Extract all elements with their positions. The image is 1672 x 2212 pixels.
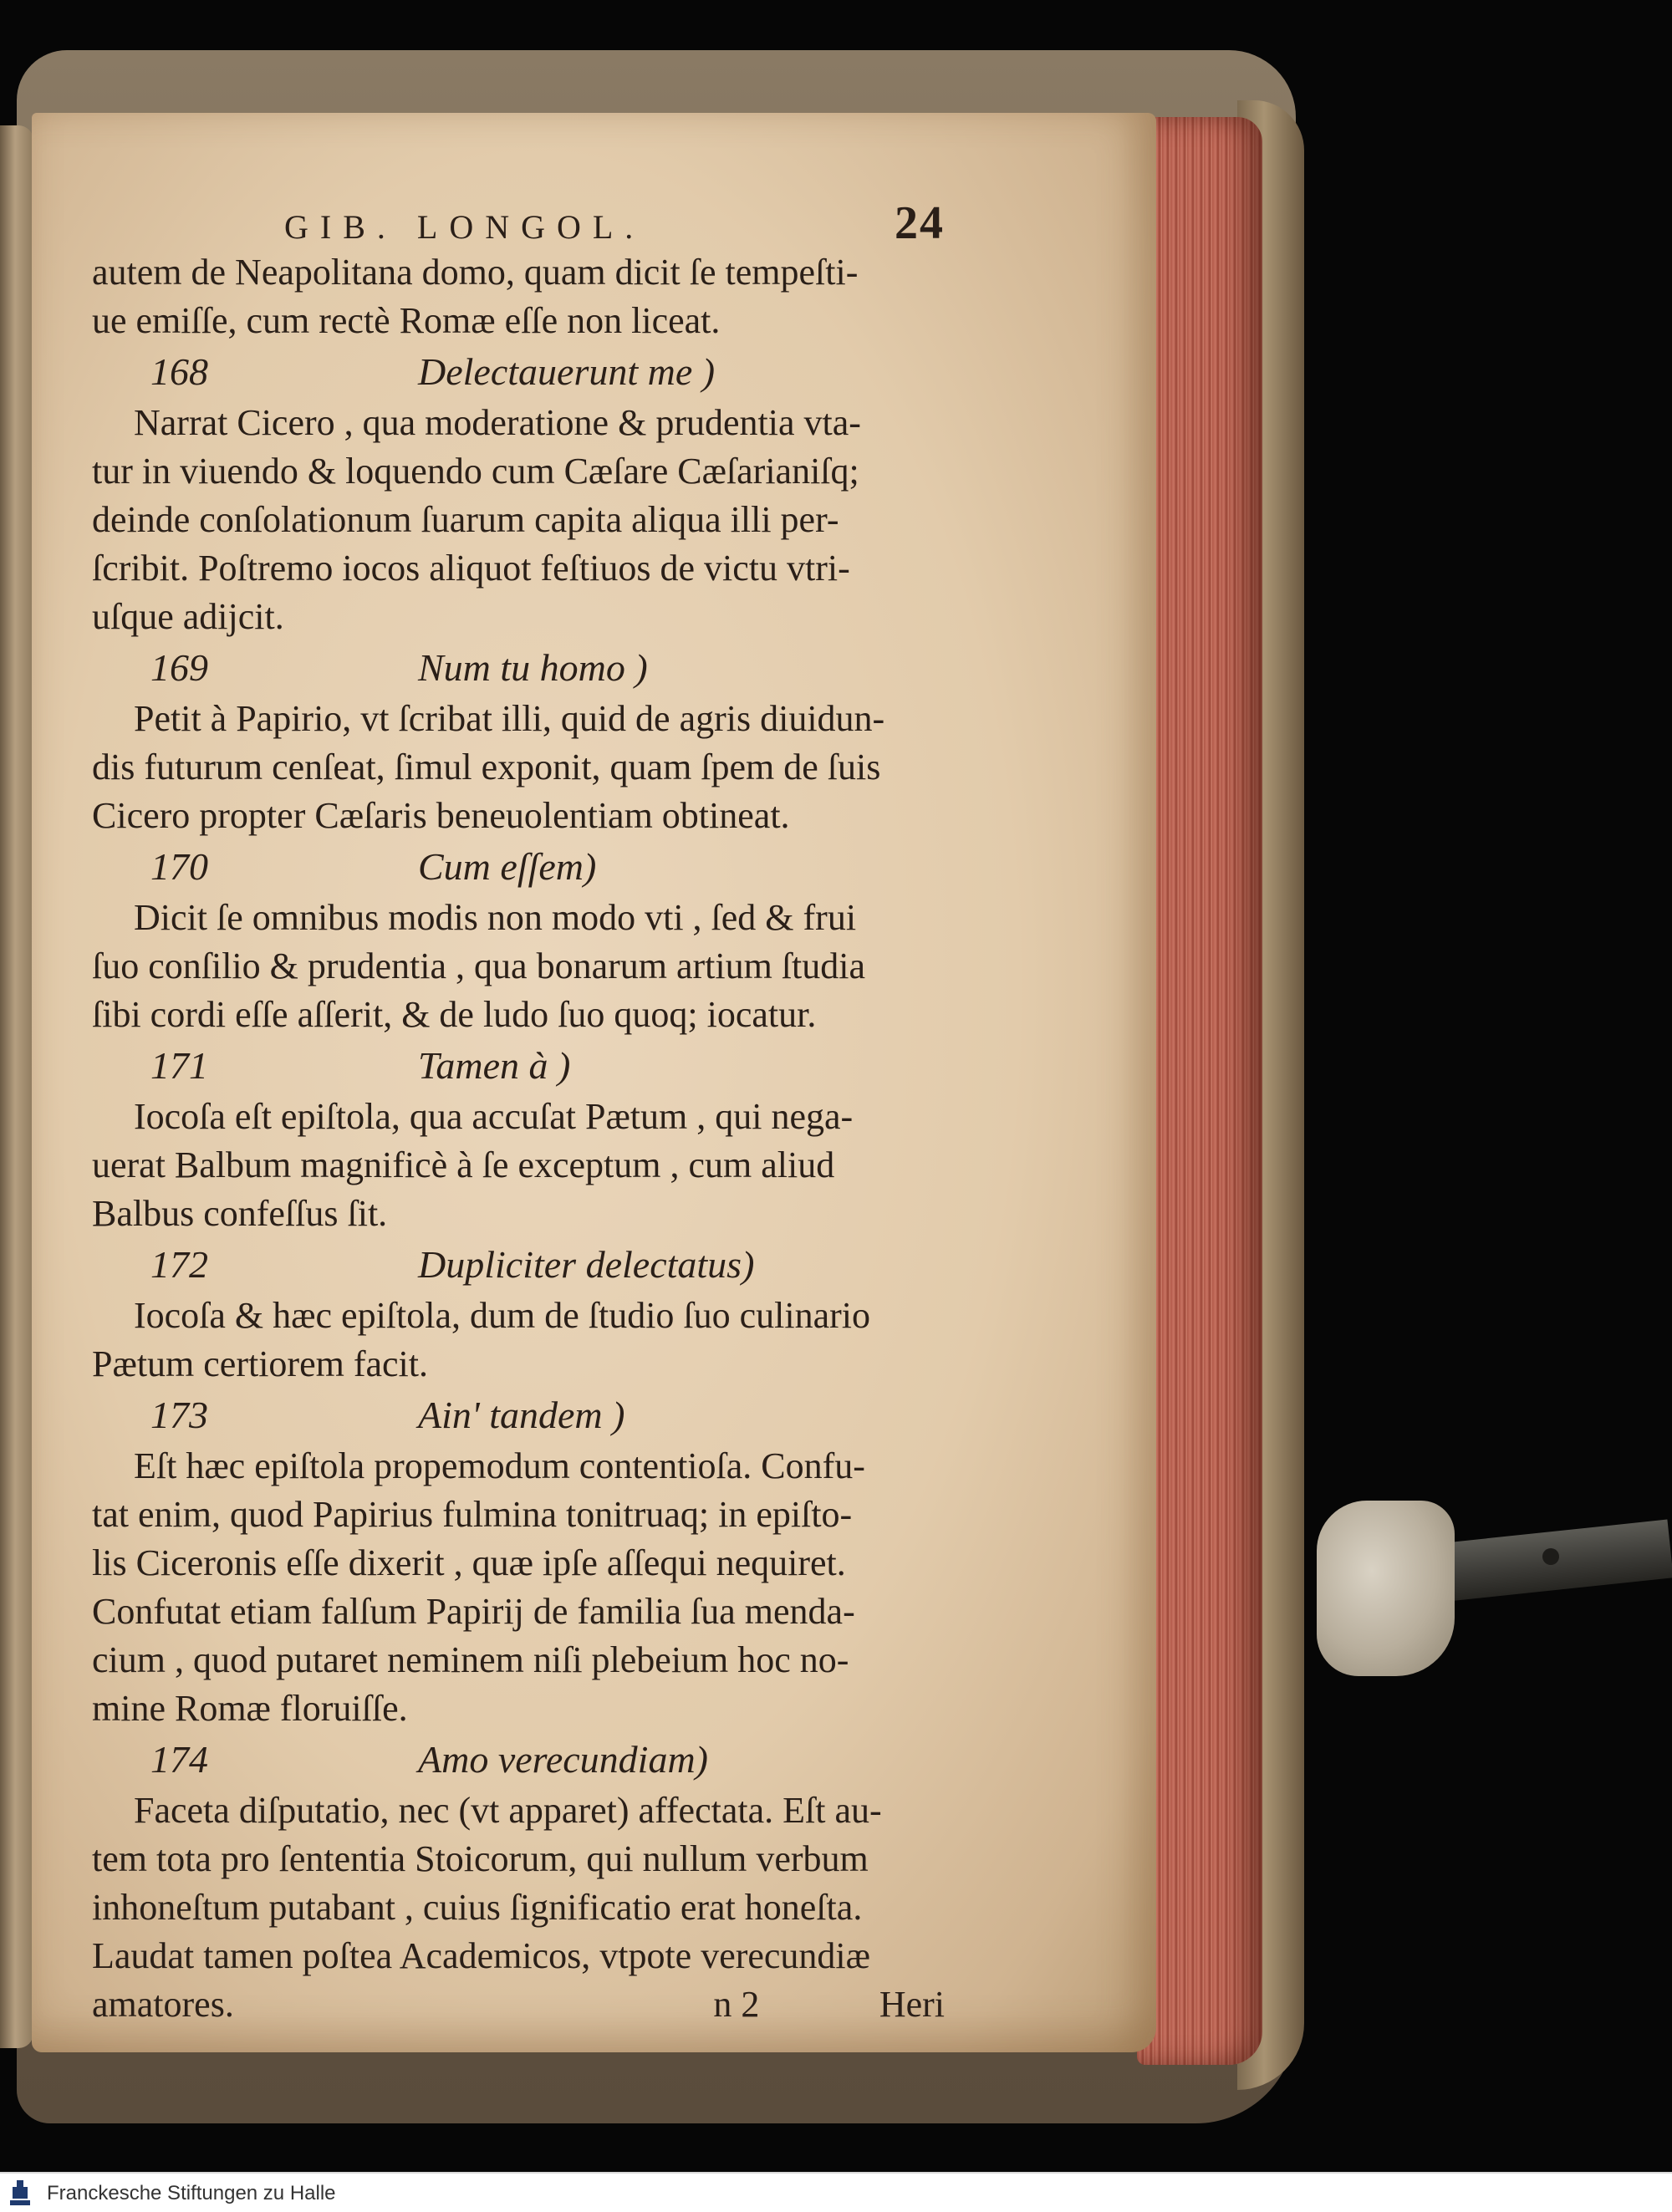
text-line: deinde conſolationum ſuarum capita aliqua illi per- <box>92 499 839 540</box>
text-line: ue emiſſe, cum rectè Romæ eſſe non liceat. <box>92 300 721 341</box>
entry-number: 168 <box>150 350 208 393</box>
text-line: Confutat etiam falſum Papirij de familia ſua menda- <box>92 1591 855 1632</box>
entry-number: 171 <box>150 1044 208 1087</box>
text-line: lis Ciceronis eſſe dixerit , quæ ipſe aſſequi nequiret. <box>92 1542 846 1583</box>
text-line: ſibi cordi eſſe aſſerit, & de ludo ſuo quoq; iocatur. <box>92 994 817 1035</box>
text-line: Iocoſa eſt epiſtola, qua accuſat Pætum , qui nega- <box>134 1096 854 1137</box>
text-line: Balbus confeſſus ſit. <box>92 1193 388 1234</box>
entry-lemma: Amo verecundiam) <box>418 1738 708 1781</box>
page-foot-line <box>92 1980 945 2029</box>
text-line: amatores. <box>92 1984 234 2025</box>
entry-heading <box>92 345 945 399</box>
text-line: ſcribit. Poſtremo iocos aliquot feſtiuos de victu vtri- <box>92 548 850 589</box>
page-text-block <box>92 196 945 2029</box>
entry-lemma: Cum eſſem) <box>418 845 597 888</box>
entry-number: 169 <box>150 646 208 689</box>
text-line: autem de Neapolitana domo, quam dicit ſe tempeſti- <box>92 252 859 293</box>
entry-heading <box>92 641 945 695</box>
entry-heading <box>92 840 945 894</box>
entry-number: 170 <box>150 845 208 888</box>
text-line: mine Romæ floruiſſe. <box>92 1688 408 1729</box>
entry-heading <box>92 1733 945 1786</box>
text-line: tem tota pro ſententia Stoicorum, qui nullum verbum <box>92 1838 869 1879</box>
text-line: uerat Balbum magnificè à ſe exceptum , cum aliud <box>92 1144 835 1185</box>
text-line: Iocoſa & hæc epiſtola, dum de ſtudio ſuo culinario <box>134 1295 871 1336</box>
catchword: Heri <box>879 1984 945 2025</box>
entry-lemma: Ain' tandem ) <box>418 1394 625 1436</box>
text-line: Narrat Cicero , qua moderatione & prudentia vta- <box>134 402 861 443</box>
text-line: Eſt hæc epiſtola propemodum contentioſa. Confu- <box>134 1445 865 1486</box>
text-line: Cicero propter Cæſaris beneuolentiam obtineat. <box>92 795 790 836</box>
strap-rivet <box>1542 1548 1559 1565</box>
running-title: GIB. LONGOL. <box>284 208 645 246</box>
entry-number: 172 <box>150 1243 208 1286</box>
entry-number: 174 <box>150 1738 208 1781</box>
signature-mark: n 2 <box>713 1984 760 2025</box>
footer-bar <box>0 2172 1672 2212</box>
entry-lemma: Num tu homo ) <box>418 646 648 689</box>
text-line: uſque adijcit. <box>92 596 284 637</box>
previous-page-edge <box>0 125 33 2048</box>
entry-heading <box>92 1039 945 1093</box>
text-line: tur in viuendo & loquendo cum Cæſare Cæſarianiſq; <box>92 451 859 492</box>
entry-number: 173 <box>150 1394 208 1436</box>
text-line: Pætum certiorem facit. <box>92 1343 428 1384</box>
page-number: 24 <box>895 197 945 249</box>
text-line: Dicit ſe omnibus modis non modo vti , ſed & frui <box>134 897 857 938</box>
entry-lemma: Delectauerunt me ) <box>418 350 716 393</box>
entry-lemma: Tamen à ) <box>418 1044 571 1087</box>
text-line: inhoneſtum putabant , cuius ſignificatio erat honeſta. <box>92 1887 863 1928</box>
entry-heading <box>92 1238 945 1292</box>
text-line: cium , quod putaret neminem niſi plebeium hoc no- <box>92 1639 849 1680</box>
text-line: Petit à Papirio, vt ſcribat illi, quid de agris diuidun- <box>134 698 885 739</box>
text-line: Faceta diſputatio, nec (vt apparet) affectata. Eſt au- <box>134 1790 882 1831</box>
entry-heading <box>92 1389 945 1442</box>
text-line: tat enim, quod Papirius fulmina tonitruaq; in epiſto- <box>92 1494 853 1535</box>
clasp-fitting <box>1317 1501 1455 1676</box>
text-line: dis futurum cenſeat, ſimul exponit, quam ſpem de ſuis <box>92 747 881 787</box>
running-header <box>284 196 945 248</box>
text-line: Laudat tamen poſtea Academicos, vtpote verecundiæ <box>92 1935 871 1976</box>
footer-institution: Franckesche Stiftungen zu Halle <box>47 2182 336 2204</box>
text-line: ſuo conſilio & prudentia , qua bonarum artium ſtudia <box>92 945 866 986</box>
foundation-logo-icon <box>5 2177 35 2210</box>
entry-lemma: Dupliciter delectatus) <box>418 1243 755 1286</box>
